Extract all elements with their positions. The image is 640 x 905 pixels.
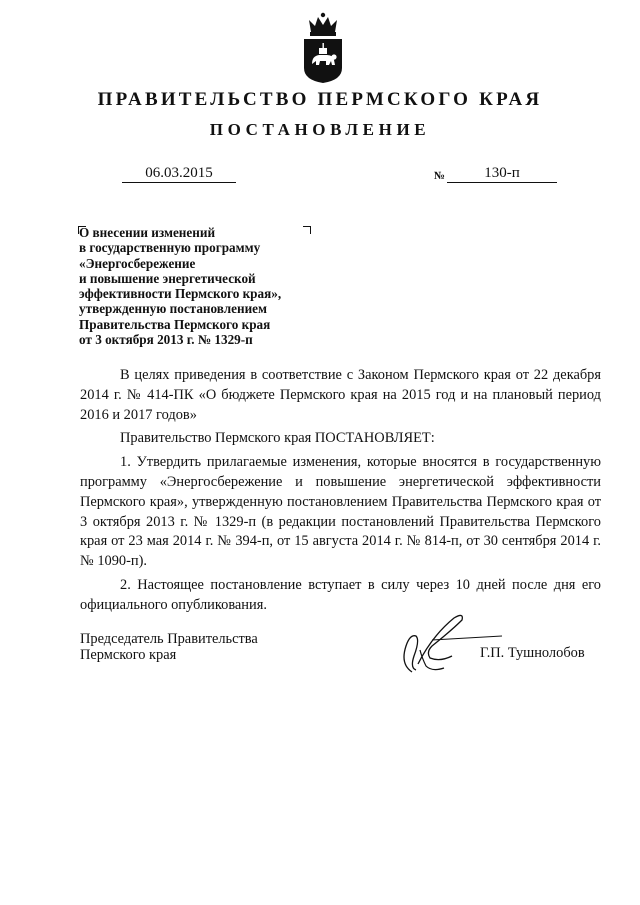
subject-line: и повышение энергетической	[79, 270, 256, 286]
subject-line: «Энергосбережение	[79, 255, 196, 271]
decree-number: 130-п	[447, 164, 557, 183]
perm-krai-coat-of-arms-icon	[300, 12, 346, 84]
subject-line: в государственную программу	[79, 240, 261, 256]
number-sign: №	[434, 170, 446, 182]
government-name: ПРАВИТЕЛЬСТВО ПЕРМСКОГО КРАЯ	[97, 89, 543, 110]
subject-line: утвержденную постановлением	[79, 301, 268, 317]
resolution-paragraph: Правительство Пермского края ПОСТАНОВЛЯЕТ:	[120, 430, 435, 447]
signer-title-line: Пермского края	[80, 647, 177, 663]
signer-title-line: Председатель Правительства	[80, 631, 258, 647]
clause-2-paragraph: 2. Настоящее постановление вступает в силу через 10 дней после дня его официального опубликования.	[80, 576, 601, 613]
decree-body	[80, 366, 601, 620]
decree-subject	[79, 225, 319, 347]
document-type: ПОСТАНОВЛЕНИЕ	[209, 120, 431, 139]
subject-line: Правительства Пермского края	[79, 316, 271, 332]
handwritten-signature-icon	[392, 606, 512, 676]
preamble-paragraph: В целях приведения в соответствие с Законом Пермского края от 22 декабря 2014 г. № 414-ПК «О бюджете Пермского края на 2015 год и на плановый период 2016 и 2017 годов»	[80, 367, 601, 423]
decree-date: 06.03.2015	[122, 164, 236, 183]
subject-line: О внесении изменений	[79, 225, 216, 240]
signer-name: Г.П. Тушнолобов	[480, 645, 585, 661]
clause-1-paragraph: 1. Утвердить прилагаемые изменения, которые вносятся в государственную программу «Энергосбережение и повышение энергетической эффективности Пермского края», утвержденную постановлением Правительства Пермского края от 3 октября 2013 г. № 1329-п (в редакции постановлений Правительства Пермского края от 23 мая 2014 г. № 394-п, от 15 августа 2014 г. № 814-п, от 30 сентября 2014 г. № 1090-п).	[80, 454, 601, 570]
subject-line: эффективности Пермского края»,	[79, 286, 282, 302]
subject-line: от 3 октября 2013 г. № 1329-п	[79, 332, 253, 348]
signer-title	[80, 631, 258, 663]
